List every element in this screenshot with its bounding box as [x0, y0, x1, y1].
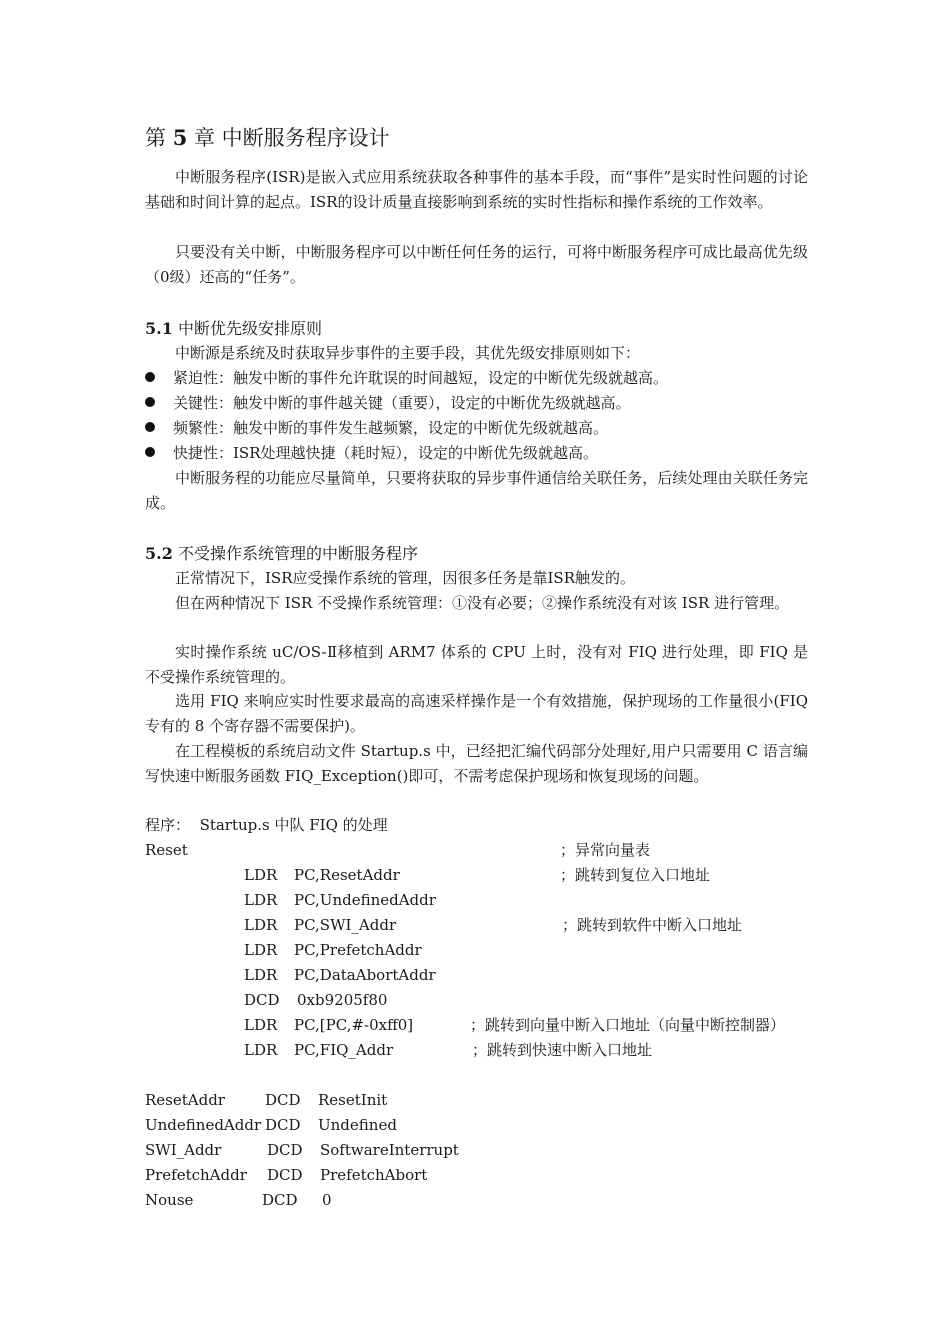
section-number: 5.2 — [145, 544, 173, 563]
code-op: LDR — [244, 966, 278, 984]
code-arg: PC,UndefinedAddr — [294, 891, 436, 909]
program-label: 程序： — [145, 816, 191, 834]
vector-value: 0 — [322, 1191, 332, 1209]
bullet-text: 关键性：触发中断的事件越关键（重要），设定的中断优先级就越高。 — [173, 394, 631, 412]
bullet-item — [145, 441, 598, 466]
vector-value: Undefined — [318, 1116, 397, 1134]
bullet-item — [145, 391, 631, 416]
code-comment: ；跳转到快速中断入口地址 — [472, 1041, 653, 1059]
section-5-1-tail: 中断服务程的功能应尽量简单，只要将获取的异步事件通信给关联任务，后续处理由关联任务完成。 — [145, 469, 808, 512]
vector-value: ResetInit — [318, 1091, 388, 1109]
intro-paragraph-2: 只要没有关中断，中断服务程序可以中断任何任务的运行，可将中断服务程序可成比最高优先级（0级）还高的“任务”。 — [145, 243, 808, 286]
code-reset-label: Reset — [145, 841, 188, 859]
code-op: LDR — [244, 1041, 278, 1059]
section-5-1-lead: 中断源是系统及时获取异步事件的主要手段，其优先级安排原则如下： — [175, 344, 641, 362]
code-arg: PC,DataAbortAddr — [294, 966, 436, 984]
vector-value: SoftwareInterrupt — [320, 1141, 459, 1159]
chapter-number: 5 — [172, 125, 188, 150]
section-title: 不受操作系统管理的中断服务程序 — [177, 544, 418, 563]
code-arg: PC,ResetAddr — [294, 866, 400, 884]
bullet-icon — [145, 397, 155, 407]
section-5-2-paragraph-3: 实时操作系统 uC/OS-Ⅱ移植到 ARM7 体系的 CPU 上时，没有对 FIQ 进行处理，即 FIQ 是不受操作系统管理的。 — [145, 643, 808, 686]
bullet-icon — [145, 447, 155, 457]
code-comment: ；异常向量表 — [560, 841, 651, 859]
code-arg: PC,PrefetchAddr — [294, 941, 422, 959]
code-comment: ；跳转到复位入口地址 — [560, 866, 711, 884]
bullet-text: 紧迫性：触发中断的事件允许耽误的时间越短，设定的中断优先级就越高。 — [173, 369, 669, 387]
code-comment: ；跳转到向量中断入口地址（向量中断控制器） — [470, 1016, 786, 1034]
vector-op: DCD — [262, 1191, 298, 1209]
vector-value: PrefetchAbort — [320, 1166, 428, 1184]
code-op: LDR — [244, 866, 278, 884]
vector-label: SWI_Addr — [145, 1141, 222, 1159]
bullet-icon — [145, 422, 155, 432]
section-number: 5.1 — [145, 319, 173, 338]
bullet-text: 频繁性：触发中断的事件发生越频繁，设定的中断优先级就越高。 — [173, 419, 609, 437]
vector-label: ResetAddr — [145, 1091, 225, 1109]
program-caption — [145, 815, 388, 835]
vector-label: UndefinedAddr — [145, 1116, 262, 1134]
code-op: LDR — [244, 891, 278, 909]
section-5-1-heading — [145, 316, 322, 339]
code-arg: PC,SWI_Addr — [294, 916, 397, 934]
section-5-2-paragraph-2: 但在两种情况下 ISR 不受操作系统管理：①没有必要；②操作系统没有对该 ISR 进行管理。 — [175, 594, 790, 612]
code-op: LDR — [244, 916, 278, 934]
code-op: LDR — [244, 1016, 278, 1034]
vector-op: DCD — [265, 1091, 301, 1109]
vector-op: DCD — [267, 1141, 303, 1159]
code-op: DCD — [244, 991, 280, 1009]
intro-paragraph-1: 中断服务程序(ISR)是嵌入式应用系统获取各种事件的基本手段，而“事件”是实时性问题的讨论基础和时间计算的起点。ISR的设计质量直接影响到系统的实时性指标和操作系统的工作效率。 — [145, 168, 808, 211]
code-comment: ；跳转到软件中断入口地址 — [562, 916, 743, 934]
section-title: 中断优先级安排原则 — [177, 319, 322, 338]
chapter-prefix: 第 — [145, 126, 166, 150]
section-5-2-paragraph-5: 在工程模板的系统启动文件 Startup.s 中，已经把汇编代码部分处理好,用户只需要用 C 语言编写快速中断服务函数 FIQ_Exception()即可，不需考虑保护现场和恢复现场的问题。 — [145, 742, 808, 785]
vector-label: Nouse — [145, 1191, 194, 1209]
bullet-item — [145, 366, 668, 391]
code-op: LDR — [244, 941, 278, 959]
vector-op: DCD — [265, 1116, 301, 1134]
chapter-title — [145, 122, 390, 152]
vector-label: PrefetchAddr — [145, 1166, 247, 1184]
bullet-icon — [145, 372, 155, 382]
section-5-2-paragraph-4: 选用 FIQ 来响应实时性要求最高的高速采样操作是一个有效措施，保护现场的工作量很小(FIQ 专有的 8 个寄存器不需要保护)。 — [145, 692, 808, 735]
program-caption-text: Startup.s 中队 FIQ 的处理 — [199, 816, 388, 834]
bullet-text: 快捷性：ISR处理越快捷（耗时短），设定的中断优先级就越高。 — [173, 444, 598, 462]
bullet-item — [145, 416, 608, 441]
code-arg: 0xb9205f80 — [297, 991, 388, 1009]
vector-op: DCD — [267, 1166, 303, 1184]
code-arg: PC,FIQ_Addr — [294, 1041, 394, 1059]
section-5-2-paragraph-1: 正常情况下，ISR应受操作系统的管理，因很多任务是靠ISR触发的。 — [175, 569, 635, 587]
chapter-rest: 章 中断服务程序设计 — [194, 126, 390, 150]
code-arg: PC,[PC,#-0xff0] — [294, 1016, 414, 1034]
section-5-2-heading — [145, 541, 418, 564]
